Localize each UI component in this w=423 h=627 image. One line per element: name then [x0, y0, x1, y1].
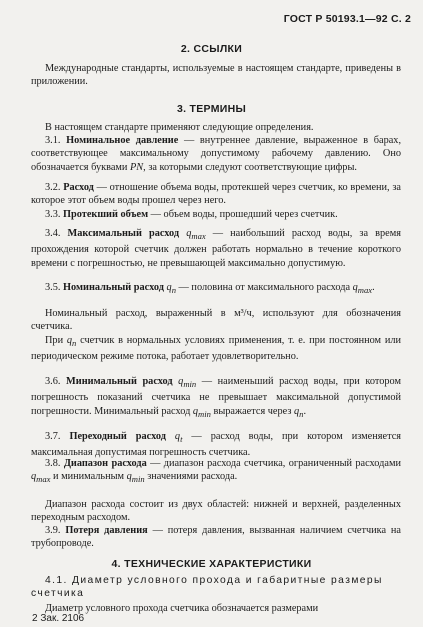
term-3-6-name: Минимальный расход: [66, 376, 173, 387]
term-3-9-name: Потеря давления: [65, 525, 148, 536]
term-3-5: 3.5. Номинальный расход $q_n$ — половина от максимального расхода $q_{max}$.: [45, 282, 375, 296]
term-3-5-usage: При $q_n$ счетчик в нормальных условиях применения, т. е. при постоянном или периодическом режиме потока, работает удовлетворительно.: [31, 335, 401, 363]
term-3-3: 3.3. Протекший объем — объем воды, прошедший через счетчик.: [45, 209, 338, 220]
term-3-6: 3.6. Минимальный расход $q_{min}$ — наименьший расход воды, при котором погрешность показаний счетчика не превышает максимальной допустимой погрешности. Минимальный расход $q_{min}$ выражается через $q_n$.: [31, 376, 401, 419]
term-3-8-note: Диапазон расхода состоит из двух областей: нижней и верхней, разделенных переходным расходом.: [31, 499, 401, 524]
section-2-text: Международные стандарты, используемые в настоящем стандарте, приведены в приложении.: [31, 63, 401, 88]
term-3-2-name: Расход: [63, 182, 94, 193]
term-3-9: 3.9. Потеря давления — потеря давления, вызванная наличием счетчика на трубопроводе.: [31, 525, 401, 550]
term-3-1: 3.1. Номинальное давление — внутреннее давление, выраженное в барах, соответствующее максимальному допустимому рабочему давлению. Оно обозначается буквами PN, за которыми следуют соответствующие цифры.: [31, 135, 402, 173]
term-3-1-name: Номинальное давление: [66, 135, 179, 146]
subsection-4-1: 4.1. Диаметр условного прохода и габаритные размеры счетчика: [31, 575, 383, 600]
term-3-3-name: Протекший объем: [63, 209, 149, 220]
page-footer: 2 Зак. 2106: [32, 613, 85, 624]
term-3-5-note: Номинальный расход, выраженный в м³/ч, используют для обозначения счетчика.: [31, 308, 401, 333]
section-4-heading: 4. ТЕХНИЧЕСКИЕ ХАРАКТЕРИСТИКИ: [111, 558, 312, 570]
section-2-heading: 2. ССЫЛКИ: [180, 43, 243, 55]
term-3-8-name: Диапазон расхода: [63, 458, 147, 469]
section-3-heading: 3. ТЕРМИНЫ: [176, 103, 247, 115]
term-3-7: 3.7. Переходный расход $q_t$ — расход воды, при котором изменяется максимальная допустимая погрешность счетчика.: [31, 431, 402, 459]
section-3-intro: В настоящем стандарте применяют следующие определения.: [45, 122, 314, 133]
term-3-4: 3.4. Максимальный расход $q_{max}$ — наибольший расход воды, за время прохождения которой счетчик должен работать нормально в течение короткого времени с погрешностью, не превышающей максимально допустимую.: [31, 228, 401, 269]
term-3-4-name: Максимальный расход: [67, 228, 180, 239]
term-3-7-name: Переходный расход: [69, 431, 166, 442]
section-4-text: Диаметр условного прохода счетчика обозначается размерами: [45, 603, 319, 614]
page-header: ГОСТ Р 50193.1—92 С. 2: [283, 13, 411, 25]
term-3-2: 3.2. Расход — отношение объема воды, протекшей через счетчик, ко времени, за которое этот объем воды прошел через него.: [31, 182, 401, 207]
term-3-8: 3.8. Диапазон расхода — диапазон расхода счетчика, ограниченный расходами $q_{max}$ и минимальным $q_{min}$ значениями расхода.: [31, 458, 401, 485]
term-3-5-name: Номинальный расход: [63, 282, 164, 293]
